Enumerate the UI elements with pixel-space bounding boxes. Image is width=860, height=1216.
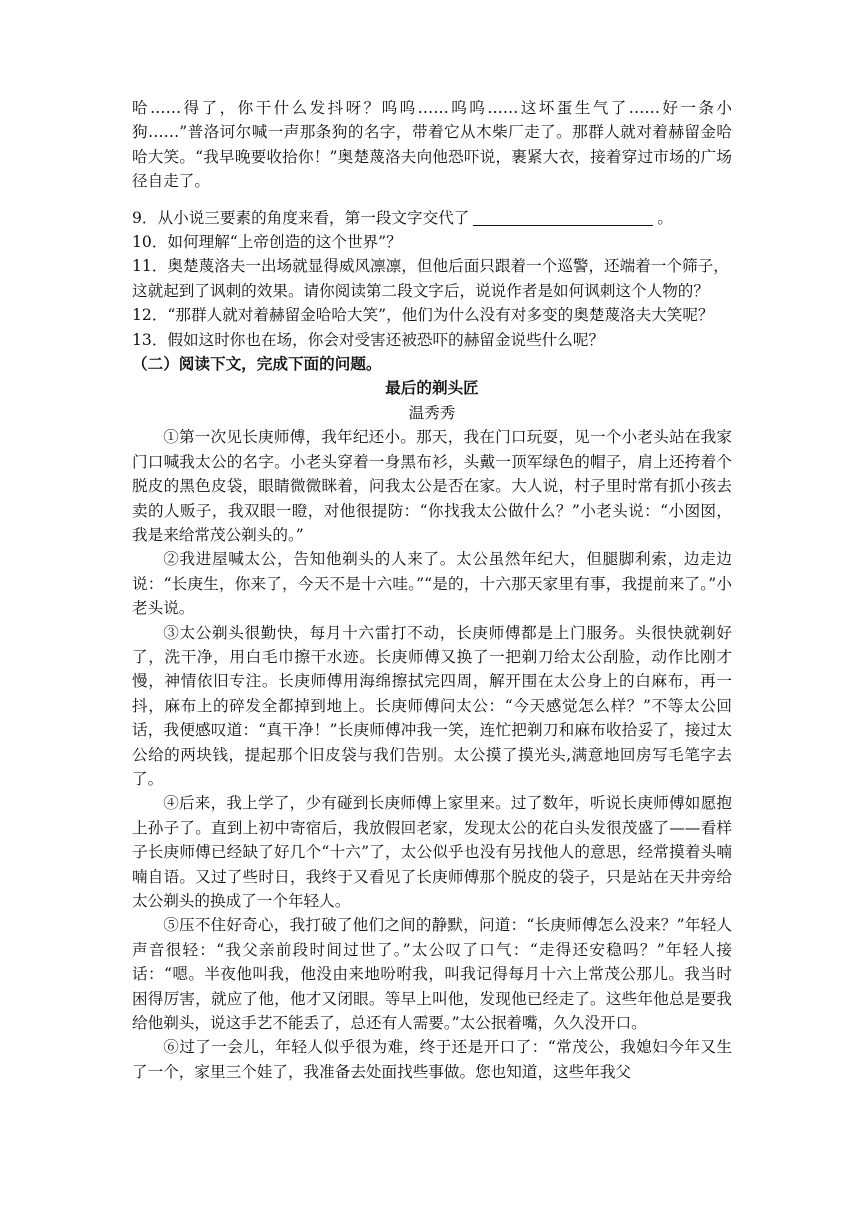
question-9-text: 9．从小说三要素的角度来看，第一段文字交代了	[132, 208, 470, 227]
question-9-end: 。	[657, 208, 673, 227]
question-12: 12．“那群人就对着赫留金哈哈大笑”，他们为什么没有对多变的奥楚蔑洛夫大笑呢？	[132, 306, 714, 325]
section-heading: （二）阅读下文，完成下面的问题。	[132, 354, 382, 374]
article-paragraph-1: ①第一次见长庚师傅，我年纪还小。那天，我在门口玩耍，见一个小老头站在我家门口喊我太公的名字。小老头穿着一身黑布衫，头戴一顶军绿色的帽子，肩上还挎着个脱皮的黑色皮袋，眼睛微微眯着，问我太公是否在家。大人说，村子里时常有抓小孩去卖的人贩子，我双眼一瞪，对他很提防：“你找我太公做什么？”小老头说：“小囡囡，我是来给常茂公剃头的。”	[132, 428, 732, 544]
article-paragraph-6: ⑥过了一会儿，年轻人似乎很为难，终于还是开口了：“常茂公，我媳妇今年又生了一个，家里三个娃了，我准备去处面找些事做。您也知道，这些年我父	[132, 1038, 732, 1081]
article-paragraph-5: ⑤压不住好奇心，我打破了他们之间的静默，问道：“长庚师傅怎么没来？”年轻人声音很轻：“我父亲前段时间过世了。”太公叹了口气：“走得还安稳吗？”年轻人接话：“嗯。半夜他叫我，他没由来地吩咐我，叫我记得每月十六上常茂公那儿。我当时困得厉害，就应了他，他才又闭眼。等早上叫他，发现他已经走了。这些年他总是要我给他剃头，说这手艺不能丢了，总还有人需要。”太公抿着嘴，久久没开口。	[132, 916, 732, 1033]
previous-passage-ending: 哈……得了，你干什么发抖呀？呜呜……呜呜……这坏蛋生气了……好一条小狗……”普洛诃尔喊一声那条狗的名字，带着它从木柴厂走了。那群人就对着赫留金哈哈大笑。“我早晚要收拾你！”奥楚蔑洛夫向他恐吓说，裹紧大衣，接着穿过市场的广场径自走了。	[132, 99, 732, 191]
article-paragraph-2: ②我进屋喊太公，告知他剃头的人来了。太公虽然年纪大，但腿脚利索，边走边说：“长庚生，你来了，今天不是十六哇。”“是的，十六那天家里有事，我提前来了。”小老头说。	[132, 550, 732, 618]
question-9	[132, 206, 732, 230]
spacer	[132, 194, 732, 206]
question-13: 13．假如这时你也在场，你会对受害还被恐吓的赫留金说些什么呢？	[132, 330, 605, 349]
article-author: 温秀秀	[408, 403, 456, 422]
document-page	[132, 96, 732, 1084]
question-11: 11．奥楚蔑洛夫一出场就显得威风凛凛，但他后面只跟着一个巡警，还端着一个筛子，这就起到了讽刺的效果。请你阅读第二段文字后，说说作者是如何讽刺这个人物的？	[132, 257, 729, 300]
question-10: 10．如何理解“上帝创造的这个世界”？	[132, 233, 402, 252]
answer-blank[interactable]	[473, 209, 653, 226]
article-paragraph-4: ④后来，我上学了，少有碰到长庚师傅上家里来。过了数年，听说长庚师傅如愿抱上孙子了。直到上初中寄宿后，我放假回老家，发现太公的花白头发很茂盛了——看样子长庚师傅已经缺了好几个“十六”了，太公似乎也没有另找他人的意思，经常摸着头喃喃自语。又过了些时日，我终于又看见了长庚师傅那个脱皮的袋子，只是站在天井旁给太公剃头的换成了一个年轻人。	[132, 794, 732, 910]
article-title: 最后的剃头匠	[385, 378, 479, 398]
article-paragraph-3: ③太公剃头很勤快，每月十六雷打不动，长庚师傅都是上门服务。头很快就剃好了，洗干净，用白毛巾擦干水迹。长庚师傅又换了一把剃刀给太公刮脸，动作比刚才慢，神情依旧专注。长庚师傅用海绵擦拭完四周，解开围在太公身上的白麻布，再一抖，麻布上的碎发全都掉到地上。长庚师傅问太公：“今天感觉怎么样？”不等太公回话，我便感叹道：“真干净！”长庚师傅冲我一笑，连忙把剃刀和麻布收拾妥了，接过太公给的两块钱，提起那个旧皮袋与我们告别。太公摸了摸光头,满意地回房写毛笔字去了。	[132, 623, 732, 788]
